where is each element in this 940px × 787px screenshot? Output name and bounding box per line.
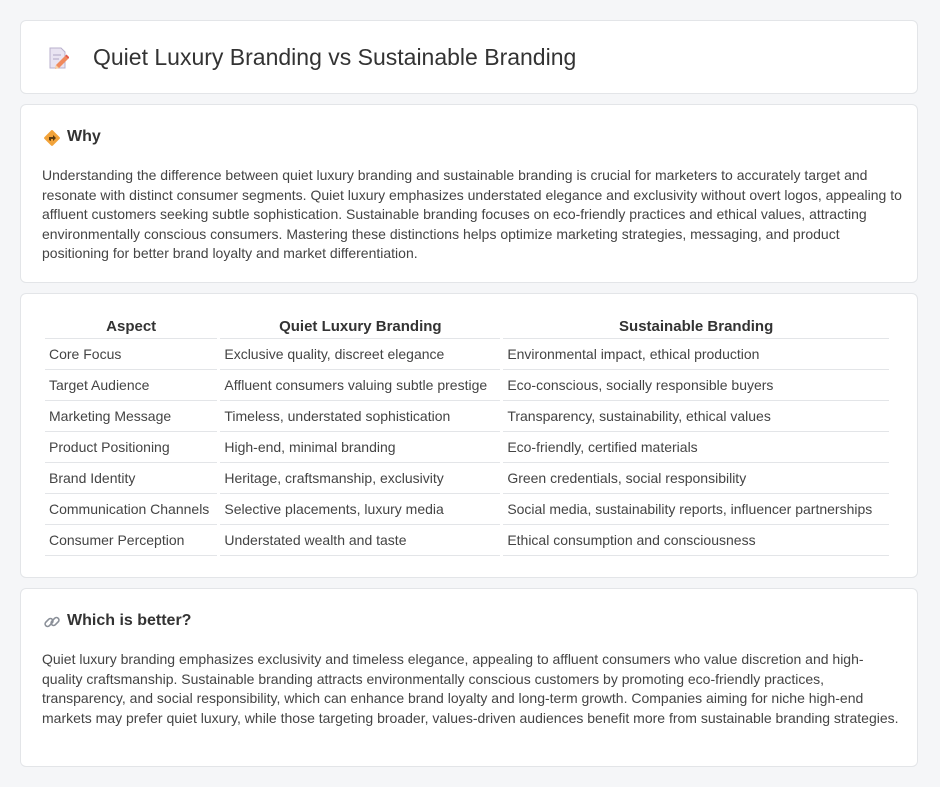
title-card — [20, 20, 918, 94]
why-heading: Why — [67, 128, 101, 145]
header-aspect: Aspect — [45, 314, 217, 339]
table-row — [45, 494, 889, 525]
row-sustainable: Social media, sustainability reports, influencer partnerships — [503, 494, 889, 525]
row-quiet-luxury: Understated wealth and taste — [220, 525, 500, 556]
row-sustainable: Eco-conscious, socially responsible buyers — [503, 370, 889, 401]
why-section — [20, 104, 918, 283]
table-row — [45, 432, 889, 463]
row-quiet-luxury: Selective placements, luxury media — [220, 494, 500, 525]
row-aspect: Product Positioning — [45, 432, 217, 463]
row-aspect: Communication Channels — [45, 494, 217, 525]
row-quiet-luxury: High-end, minimal branding — [220, 432, 500, 463]
page-title: Quiet Luxury Branding vs Sustainable Branding — [93, 44, 577, 70]
row-aspect: Consumer Perception — [45, 525, 217, 556]
row-sustainable: Ethical consumption and consciousness — [503, 525, 889, 556]
row-aspect: Core Focus — [45, 339, 217, 370]
better-heading: Which is better? — [67, 612, 192, 629]
row-aspect: Brand Identity — [45, 463, 217, 494]
table-row — [45, 401, 889, 432]
header-quiet-luxury: Quiet Luxury Branding — [220, 314, 500, 339]
link-icon — [43, 613, 61, 631]
comparison-table — [42, 314, 892, 556]
row-quiet-luxury: Heritage, craftsmanship, exclusivity — [220, 463, 500, 494]
table-row — [45, 463, 889, 494]
table-header-row — [45, 314, 889, 339]
row-aspect: Target Audience — [45, 370, 217, 401]
row-sustainable: Green credentials, social responsibility — [503, 463, 889, 494]
which-is-better-section — [20, 588, 918, 767]
row-quiet-luxury: Affluent consumers valuing subtle prestige — [220, 370, 500, 401]
row-sustainable: Transparency, sustainability, ethical values — [503, 401, 889, 432]
table-row — [45, 339, 889, 370]
row-aspect: Marketing Message — [45, 401, 217, 432]
row-quiet-luxury: Timeless, understated sophistication — [220, 401, 500, 432]
pencil-document-icon — [47, 46, 69, 70]
table-row — [45, 370, 889, 401]
better-text: Quiet luxury branding emphasizes exclusivity and timeless elegance, appealing to affluent consumers who value discretion and high-quality craftsmanship. Sustainable branding attracts environmentally conscious customers by promoting eco-friendly practices, transparency, and social responsibility, which can enhance brand loyalty and long-term growth. Companies aiming for niche high-end markets may prefer quiet luxury, while those targeting broader, values-driven audiences benefit more from sustainable branding strategies. — [42, 651, 899, 726]
row-sustainable: Environmental impact, ethical production — [503, 339, 889, 370]
row-quiet-luxury: Exclusive quality, discreet elegance — [220, 339, 500, 370]
table-row — [45, 525, 889, 556]
comparison-table-card — [20, 293, 918, 578]
header-sustainable: Sustainable Branding — [503, 314, 889, 339]
why-text: Understanding the difference between quiet luxury branding and sustainable branding is crucial for marketers to accurately target and resonate with distinct consumer segments. Quiet luxury emphasizes understated elegance and exclusivity without overt logos, appealing to affluent customers seeking subtle sophistication. Sustainable branding focuses on eco-friendly practices and ethical values, attracting environmentally conscious consumers. Mastering these distinctions helps optimize marketing strategies, messaging, and product positioning for better brand loyalty and market differentiation. — [42, 167, 902, 261]
diamond-direction-icon — [43, 129, 61, 147]
row-sustainable: Eco-friendly, certified materials — [503, 432, 889, 463]
